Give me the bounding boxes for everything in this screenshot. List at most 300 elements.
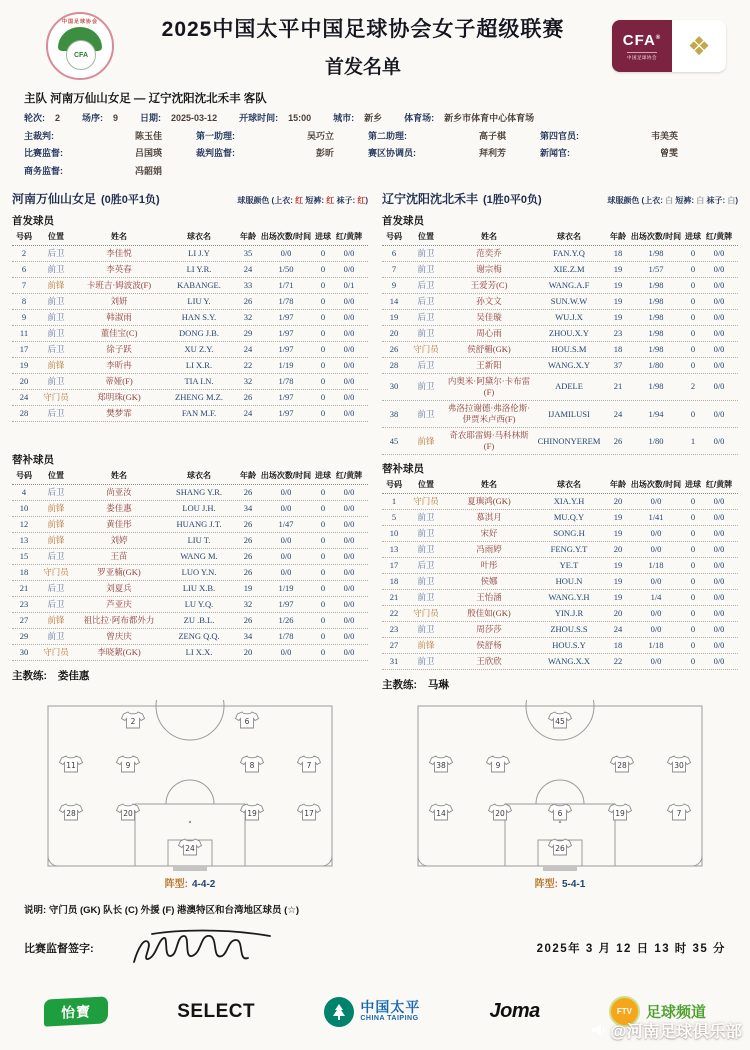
goals: 0: [320, 502, 326, 513]
appearances: 1/98: [648, 279, 664, 290]
info-value: 拜利芳: [478, 148, 506, 159]
jersey-name: ZHOU.S.S: [550, 624, 588, 634]
svg-text:24: 24: [185, 844, 195, 854]
cards: 0/0: [713, 247, 725, 258]
player-name: 徐子跃: [106, 343, 132, 354]
china-taiping-logo: [324, 997, 420, 1027]
appearances: 0/0: [650, 543, 662, 554]
jersey-name: YIN.J.R: [554, 607, 584, 618]
goals: 0: [690, 408, 696, 419]
appearances: 0/0: [280, 247, 292, 258]
svg-text:11: 11: [66, 761, 76, 771]
away-formation-label: 阵型:: [534, 879, 558, 891]
player-age: 18: [613, 247, 623, 258]
table-row: [12, 390, 368, 406]
player-name: 周心雨: [476, 327, 502, 338]
player-name: 叶彤: [480, 559, 498, 570]
appearances: 1/19: [278, 582, 294, 593]
jersey-name: LI Y.R.: [186, 263, 212, 274]
match-info-row: [24, 145, 726, 163]
goals: 0: [690, 656, 696, 667]
appearances: 1/19: [278, 359, 294, 370]
jersey-name: LI X.X.: [185, 647, 213, 658]
player-age: 19: [613, 559, 623, 570]
column-header: 位置: [418, 480, 434, 490]
cfa-logo-subtext: 中国足球协会: [627, 52, 657, 61]
home-formation-value: 4-4-2: [191, 879, 216, 891]
goals: 0: [320, 534, 326, 545]
player-number: 17: [389, 559, 399, 570]
player-number: 5: [391, 511, 397, 522]
info-field: [239, 110, 311, 128]
player-age: 18: [613, 640, 623, 651]
jersey-name: WANG.X.Y: [547, 359, 591, 370]
table-row: [382, 246, 738, 262]
appearances: 1/98: [648, 295, 664, 306]
goals: 0: [320, 279, 326, 290]
info-label: 赛区协调员:: [368, 148, 416, 159]
column-header: 红/黄牌: [335, 471, 363, 481]
column-header: 号码: [386, 232, 402, 242]
column-header: 红/黄牌: [705, 232, 733, 242]
column-header: 位置: [48, 471, 64, 481]
cards: 0/0: [343, 647, 355, 658]
goals: 0: [690, 527, 696, 538]
home-subs-table: [12, 469, 368, 661]
info-field: [24, 110, 60, 128]
goals: 0: [690, 640, 696, 651]
info-value: 吕国瑛: [134, 148, 162, 159]
player-name: 范奕乔: [476, 247, 502, 258]
player-position: 前卫: [417, 511, 435, 522]
info-label: 第四官员:: [540, 130, 579, 141]
cards: 0/0: [343, 392, 355, 402]
player-number: 21: [389, 591, 399, 602]
home-starters-label: 首发球员: [12, 215, 54, 228]
svg-text:7: 7: [306, 761, 312, 771]
player-number: 11: [19, 327, 29, 338]
cfa-logo-text-block: CFA® 中国足球协会: [612, 20, 672, 72]
appearances: 0/0: [280, 550, 292, 561]
jersey-name: FENG.Y.T: [550, 543, 588, 554]
table-row: [382, 374, 738, 401]
jersey-name: HOU.N: [555, 575, 583, 586]
svg-text:26: 26: [555, 844, 565, 854]
player-name: 黄佳彤: [106, 518, 132, 529]
jersey-28: [60, 804, 83, 820]
cards: 0/0: [343, 550, 355, 561]
column-header: 年龄: [610, 480, 626, 490]
jersey-name: FAN.Y.Q: [553, 247, 585, 258]
info-value: 新乡市体育中心体育场: [444, 113, 535, 123]
player-age: 20: [613, 543, 623, 554]
yibao-logo: [44, 998, 108, 1025]
jersey-6: [549, 804, 572, 820]
player-name: 刘夏兵: [106, 582, 132, 593]
player-name: 刘婷: [110, 534, 128, 545]
goals: 0: [690, 607, 696, 618]
player-number: 2: [21, 247, 27, 258]
player-age: 19: [613, 511, 623, 522]
away-starters-table: [382, 230, 738, 455]
player-name: 李佳悦: [106, 247, 132, 258]
cards: 0/0: [343, 375, 355, 386]
appearances: 1/26: [278, 614, 294, 625]
table-row: [382, 606, 738, 622]
home-team-record: (0胜0平1负): [101, 194, 160, 207]
player-number: 15: [19, 550, 29, 561]
goals: 0: [690, 327, 696, 338]
player-age: 26: [243, 534, 253, 545]
appearances: 1/78: [278, 375, 294, 386]
jersey-20: [117, 804, 140, 820]
away-subs-label: 替补球员: [382, 463, 424, 476]
info-label: 比赛监督:: [24, 148, 63, 159]
table-row: [12, 406, 368, 422]
player-age: 34: [243, 631, 253, 641]
cards: 0/0: [713, 575, 725, 586]
yibao-text: 怡寶: [61, 1002, 91, 1021]
info-value: 吴巧立: [306, 130, 334, 141]
player-number: 4: [21, 486, 27, 497]
goals: 0: [690, 591, 696, 602]
column-header: 年龄: [610, 232, 626, 242]
player-number: 20: [389, 327, 399, 338]
info-label: 商务监督:: [24, 165, 63, 176]
table-row: [12, 485, 368, 501]
player-number: 13: [389, 543, 399, 554]
info-value: 彭昕: [315, 148, 334, 159]
jersey-name: LIU Y.: [187, 295, 211, 306]
info-value: 新乡: [364, 113, 383, 123]
player-position: 后卫: [417, 559, 435, 570]
player-position: 前卫: [417, 656, 435, 667]
watermark: @河南足球俱乐部: [590, 1018, 742, 1042]
column-header: 出场次数/时间: [260, 232, 312, 242]
appearances: 1/98: [648, 343, 664, 354]
player-position: 守门员: [43, 647, 69, 658]
player-position: 后卫: [47, 598, 65, 609]
appearances: 1/78: [278, 295, 294, 306]
table-row: [382, 494, 738, 510]
column-header: 位置: [48, 232, 64, 242]
player-age: 19: [613, 295, 623, 306]
appearances: 1/97: [278, 311, 294, 322]
appearances: 0/0: [280, 647, 292, 658]
match-info-row: [24, 110, 726, 128]
player-number: 26: [389, 343, 399, 354]
player-age: 19: [613, 591, 623, 602]
kit-item-value: 白: [665, 196, 674, 206]
appearances: 0/0: [650, 624, 662, 634]
player-position: 后卫: [47, 343, 65, 354]
table-row: [382, 326, 738, 342]
player-name: 韩淑雨: [106, 311, 132, 322]
player-age: 24: [243, 343, 253, 354]
player-age: 19: [613, 311, 623, 322]
player-name: 蒂娅(F): [105, 375, 133, 386]
player-position: 前锋: [47, 359, 65, 370]
cards: 0/0: [713, 359, 725, 370]
player-age: 26: [243, 566, 253, 577]
goals: 0: [690, 559, 696, 570]
player-number: 27: [389, 640, 399, 651]
player-number: 1: [391, 495, 397, 506]
player-position: 前卫: [47, 375, 65, 386]
goals: 0: [320, 311, 326, 322]
goals: 0: [320, 263, 326, 274]
info-label: 裁判监督:: [196, 148, 235, 159]
player-position: 前卫: [417, 624, 435, 634]
info-label: 第二助理:: [368, 130, 407, 141]
goals: 0: [320, 327, 326, 338]
jersey-45: [549, 712, 572, 728]
column-header: 出场次数/时间: [260, 471, 312, 481]
player-age: 20: [613, 607, 623, 618]
info-label: 城市:: [333, 113, 355, 123]
table-row: [382, 428, 738, 455]
home-coach-label: 主教练:: [12, 670, 47, 683]
cards: 0/0: [343, 534, 355, 545]
table-header-row: [382, 230, 738, 245]
player-position: 后卫: [47, 550, 65, 561]
player-number: 8: [21, 295, 27, 306]
table-row: [12, 629, 368, 645]
player-position: 守门员: [43, 566, 69, 577]
away-formation-diagram: [382, 700, 738, 890]
appearances: 1/57: [648, 263, 664, 274]
player-age: 19: [613, 263, 623, 274]
player-age: 34: [243, 502, 253, 513]
goals: 0: [690, 543, 696, 554]
appearances: 1/97: [278, 598, 294, 609]
player-number: 19: [389, 311, 399, 322]
table-row: [12, 613, 368, 629]
svg-text:20: 20: [495, 809, 505, 819]
note-text: 守门员 (GK) 队长 (C) 外援 (F) 港澳特区和台湾地区球员 (☆): [48, 905, 300, 917]
player-position: 后卫: [417, 295, 435, 306]
table-row: [382, 574, 738, 590]
player-number: 18: [19, 566, 29, 577]
goals: 0: [320, 550, 326, 561]
svg-text:38: 38: [436, 761, 446, 771]
table-row: [12, 645, 368, 661]
svg-text:28: 28: [617, 761, 627, 771]
jersey-28: [611, 756, 634, 772]
svg-text:19: 19: [247, 809, 257, 819]
goals: 0: [690, 575, 696, 586]
signature-datetime: 2025年 3 月 12 日 13 时 35 分: [536, 943, 726, 956]
kit-item-label: 短裤:: [673, 196, 697, 206]
info-label: 第一助理:: [196, 130, 235, 141]
player-name: 李晓絮(GK): [97, 647, 141, 658]
column-header: 球衣名: [187, 471, 211, 481]
jersey-name: ZHOU.X.Y: [548, 327, 590, 338]
table-row: [12, 597, 368, 613]
cards: 0/0: [343, 598, 355, 609]
appearances: 0/0: [280, 566, 292, 577]
table-row: [382, 558, 738, 574]
cards: 0/0: [713, 624, 725, 634]
table-row: [382, 278, 738, 294]
table-row: [12, 565, 368, 581]
goals: 0: [320, 582, 326, 593]
table-row: [382, 401, 738, 428]
svg-text:9: 9: [495, 761, 501, 771]
cards: 0/0: [713, 381, 725, 392]
player-position: 前卫: [47, 311, 65, 322]
jersey-8: [241, 756, 264, 772]
info-value: 2025-03-12: [171, 113, 218, 123]
player-name: 娄佳惠: [106, 502, 132, 513]
goals: 0: [320, 598, 326, 609]
cards: 0/0: [343, 327, 355, 338]
table-row: [382, 358, 738, 374]
player-position: 后卫: [47, 486, 65, 497]
player-position: 守门员: [43, 392, 69, 402]
player-age: 26: [243, 614, 253, 625]
player-name: 冯雨婷: [476, 543, 502, 554]
cards: 0/0: [713, 327, 725, 338]
henan-club-crest: [46, 12, 114, 80]
cards: 0/0: [343, 359, 355, 370]
player-name: 侯舒杨: [476, 640, 502, 651]
svg-text:7: 7: [676, 809, 682, 819]
player-position: 后卫: [417, 311, 435, 322]
goals: 0: [690, 311, 696, 322]
player-name: 王怡涵: [476, 591, 502, 602]
player-number: 7: [21, 279, 27, 290]
appearances: 1/98: [648, 247, 664, 258]
info-field: [540, 145, 712, 163]
table-row: [12, 374, 368, 390]
player-position: 前卫: [47, 263, 65, 274]
player-position: 前卫: [417, 247, 435, 258]
player-age: 26: [243, 518, 253, 529]
jersey-name: CHINONYEREM: [537, 435, 601, 446]
info-value: 2: [55, 113, 61, 123]
appearances: 1/71: [278, 279, 294, 290]
player-number: 29: [19, 631, 29, 641]
football-icon: CFA: [66, 40, 96, 70]
pine-tree-icon: [324, 997, 354, 1027]
info-field: [196, 128, 368, 146]
column-header: 位置: [418, 232, 434, 242]
appearances: 1/97: [278, 343, 294, 354]
jersey-2: [122, 712, 145, 728]
jersey-name: LU Y.Q.: [184, 598, 214, 609]
jersey-name: HOU.S.M: [551, 343, 587, 354]
player-position: 守门员: [413, 343, 439, 354]
jersey-24: [179, 839, 202, 855]
kit-item-label: 袜子:: [334, 196, 358, 206]
goals: 0: [320, 247, 326, 258]
player-name: 芦亚庆: [106, 598, 132, 609]
cards: 0/0: [713, 607, 725, 618]
taiping-en-text: CHINA TAIPING: [360, 1015, 419, 1023]
player-position: 守门员: [413, 607, 439, 618]
ftv-icon: FTV: [609, 996, 640, 1027]
appearances: 1/4: [650, 591, 662, 602]
table-row: [382, 262, 738, 278]
jersey-name: WANG.X.X: [547, 656, 591, 667]
jersey-name: IJAMILUSI: [548, 408, 590, 419]
player-name: 夏璵鸿(GK): [467, 495, 511, 506]
goals: 0: [320, 518, 326, 529]
cards: 0/0: [343, 263, 355, 274]
player-number: 18: [389, 575, 399, 586]
player-name: 孙文文: [476, 295, 502, 306]
player-name: 刘妍: [110, 295, 128, 306]
info-label: 轮次:: [24, 113, 45, 123]
column-header: 号码: [16, 232, 32, 242]
appearances: 1/80: [648, 435, 664, 446]
player-position: 前卫: [47, 327, 65, 338]
info-value: 韦美英: [650, 130, 678, 141]
player-number: 17: [19, 343, 29, 354]
table-row: [12, 262, 368, 278]
appearances: 0/0: [650, 495, 662, 506]
table-row: [12, 501, 368, 517]
jersey-name: DONG J.B.: [179, 327, 219, 338]
player-number: 20: [19, 375, 29, 386]
player-number: 28: [389, 359, 399, 370]
player-age: 37: [613, 359, 623, 370]
goals: 0: [320, 631, 326, 641]
jersey-name: HUANG J.T.: [176, 518, 222, 529]
info-label: 主裁判:: [24, 130, 54, 141]
goals: 0: [320, 392, 326, 402]
appearances: 1/80: [648, 359, 664, 370]
cards: 0/0: [713, 640, 725, 651]
table-row: [12, 326, 368, 342]
player-age: 23: [613, 327, 623, 338]
kit-item-value: 红: [295, 196, 304, 206]
jersey-name: XIA.Y.H: [553, 495, 585, 506]
player-age: 32: [243, 311, 253, 322]
player-number: 14: [389, 295, 399, 306]
title-block: [114, 13, 612, 79]
svg-text:45: 45: [555, 717, 565, 727]
appearances: 1/47: [278, 518, 294, 529]
jersey-name: WANG M.: [180, 550, 218, 561]
cards: 0/0: [343, 566, 355, 577]
table-row: [12, 533, 368, 549]
player-number: 9: [21, 311, 27, 322]
player-name: 李英春: [106, 263, 132, 274]
player-name: 樊梦霏: [106, 408, 132, 419]
table-row: [382, 654, 738, 670]
cards: 0/0: [713, 408, 725, 419]
player-name: 郑明珠(GK): [97, 392, 141, 402]
jersey-name: FAN M.F.: [181, 408, 217, 419]
table-row: [12, 310, 368, 326]
jersey-30: [668, 756, 691, 772]
player-number: 21: [19, 582, 29, 593]
jersey-name: WANG.A.F: [548, 279, 590, 290]
player-number: 6: [21, 263, 27, 274]
goals: 0: [320, 375, 326, 386]
svg-text:14: 14: [436, 809, 446, 819]
away-kit-colors: 球服颜色 (上衣: 白 短裤: 白 袜子: 白): [607, 196, 738, 206]
player-position: 前锋: [47, 279, 65, 290]
column-header: 姓名: [481, 232, 497, 242]
player-number: 23: [389, 624, 399, 634]
jersey-name: LI X.R.: [185, 359, 213, 370]
appearances: 1/98: [648, 327, 664, 338]
svg-text:6: 6: [557, 809, 563, 819]
home-subs-label: 替补球员: [12, 454, 54, 467]
